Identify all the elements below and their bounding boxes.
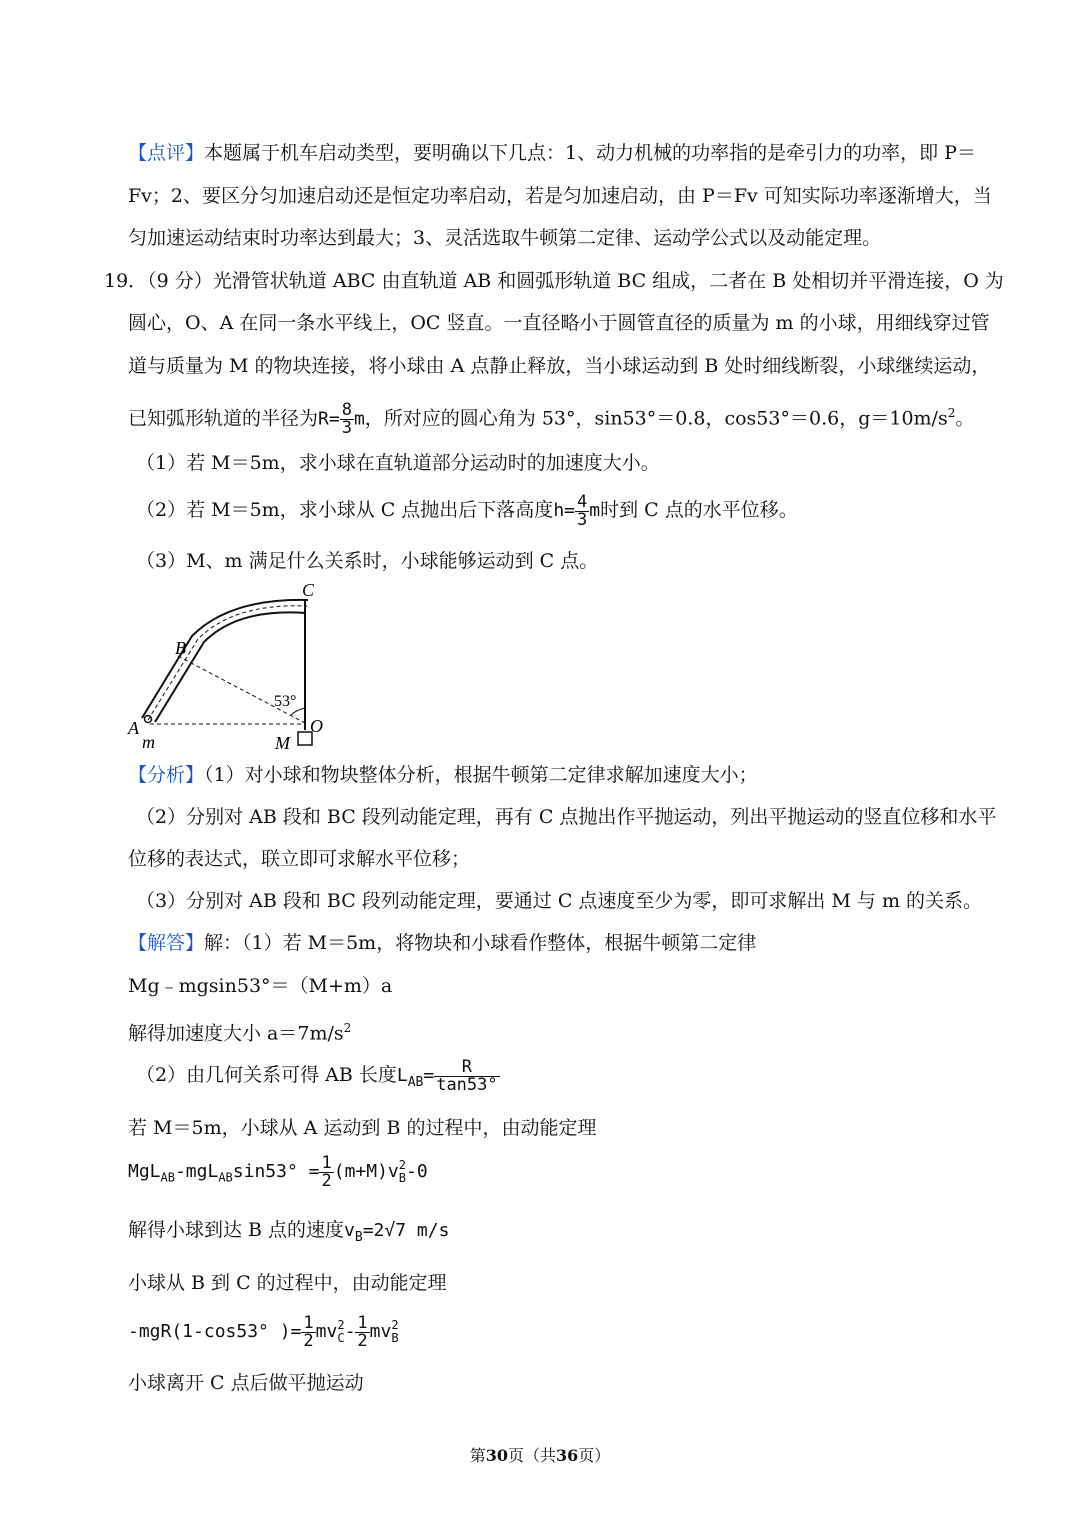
equation-2: MgL$_{AB}$-mgL$_{AB}$sin53° = $\frac{1}{2}$ (m+M)v 2 B -0 (128, 1152, 428, 1191)
answer-line-1: 【解答】解：（1）若 M＝5m，将物块和小球看作整体，根据牛顿第二定律 (128, 932, 757, 954)
equation-3: -mgR(1-cos53° )= $\frac{1}{2}$ mv 2 C - $\frac{1}{2}$ mv 2 B (128, 1312, 399, 1351)
height-fraction: $\frac{4}{3}$ (577, 491, 588, 530)
analysis-line-1: 【分析】（1）对小球和物块整体分析，根据牛顿第二定律求解加速度大小； (128, 764, 758, 786)
equation-1: Mg﹣mgsin53°＝（M+m）a (128, 975, 393, 997)
radius-fraction: $\frac{8}{3}$ (341, 399, 352, 438)
answer-line-4: 解得小球到达 B 点的速度$v_B=2√7$ m/s (128, 1219, 450, 1245)
track-diagram (120, 578, 350, 753)
problem-line-3: 道与质量为 M 的物块连接，将小球由 A 点静止释放，当小球运动到 B 处时细线断裂，小球继续运动， (128, 355, 991, 377)
radius-OB (178, 656, 305, 723)
analysis-line-2: （2）分别对 AB 段和 BC 段列动能定理，再有 C 点抛出作平抛运动，列出平抛运动的竖直位移和水平 (136, 806, 997, 828)
answer-line-2: （2）由几何关系可得 AB 长度$L_{AB}=$ $\frac{R}{\tan 53^\circ}$ (136, 1056, 498, 1095)
problem-line-4: 已知弧形轨道的半径为R= $\frac{8}{3}$ m，所对应的圆心角为 53°，sin53°＝0.8，cos53°＝0.6，$g=10m/s^2$。 (128, 399, 975, 438)
result-1: 解得加速度大小 $a=7m/s^2$ (128, 1021, 352, 1045)
ball (145, 716, 152, 723)
label-m: m (142, 732, 155, 752)
question-2: （2）若 M＝5m，求小球从 C 点抛出后下落高度h= $\frac{4}{3}$ m时到 C 点的水平位移。 (136, 491, 798, 530)
review-line-1: 【点评】本题属于机车启动类型，要明确以下几点：1、动力机械的功率指的是牵引力的功率，即 P＝ (128, 142, 976, 164)
total-pages: 36 (556, 1446, 579, 1465)
label-O: O (310, 716, 323, 736)
lab-fraction: $\frac{R}{\tan 53^\circ}$ (436, 1056, 498, 1095)
analysis-line-3: 位移的表达式，联立即可求解水平位移； (128, 848, 471, 870)
answer-line-3: 若 M＝5m，小球从 A 运动到 B 的过程中，由动能定理 (128, 1117, 597, 1139)
problem-line-2: 圆心，O、A 在同一条水平线上，OC 竖直。一直径略小于圆管直径的质量为 m 的小球，用细线穿过管 (128, 312, 990, 334)
analysis-tag: 【分析】 (128, 764, 205, 786)
label-A: A (128, 718, 139, 738)
label-M: M (275, 733, 290, 753)
problem-line-1: 19．（9 分）光滑管状轨道 ABC 由直轨道 AB 和圆弧形轨道 BC 组成，二者在 B 处相切并平滑连接，O 为 (104, 270, 1004, 292)
label-C: C (302, 580, 315, 600)
answer-tag: 【解答】 (128, 932, 205, 954)
review-line-2: Fv；2、要区分匀加速启动还是恒定功率启动，若是匀加速启动，由 P＝Fv 可知实际功率逐渐增大，当 (128, 185, 992, 207)
answer-line-5: 小球从 B 到 C 的过程中，由动能定理 (128, 1272, 447, 1294)
question-1: （1）若 M＝5m，求小球在直轨道部分运动时的加速度大小。 (136, 452, 660, 474)
review-tag: 【点评】 (128, 142, 205, 164)
label-B: B (175, 638, 186, 658)
review-line-3: 匀加速运动结束时功率达到最大；3、灵活选取牛顿第二定律、运动学公式以及动能定理。 (128, 227, 882, 249)
answer-line-6: 小球离开 C 点后做平抛运动 (128, 1372, 364, 1394)
angle-label: 53° (274, 693, 297, 710)
page-footer: 第30页（共36页） (469, 1446, 611, 1465)
page-number: 30 (485, 1446, 508, 1465)
question-3: （3）M、m 满足什么关系时，小球能够运动到 C 点。 (136, 550, 599, 572)
analysis-line-4: （3）分别对 AB 段和 BC 段列动能定理，要通过 C 点速度至少为零，即可求解出 M 与 m 的关系。 (136, 890, 983, 912)
